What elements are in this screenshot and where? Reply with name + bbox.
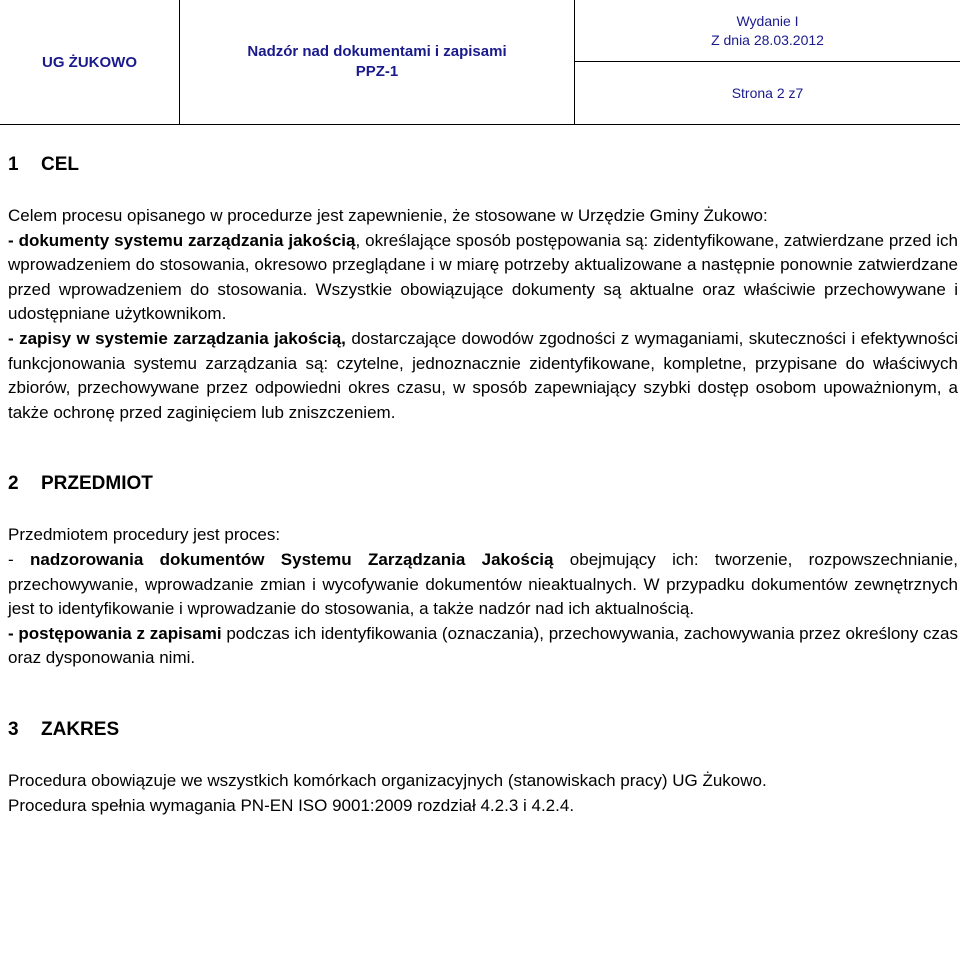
paragraph-zakres-1: Procedura obowiązuje we wszystkich komórkach organizacyjnych (stanowiskach pracy) UG Żukowo. (8, 770, 767, 790)
document-body (8, 150, 958, 818)
paragraph-zakres-2: Procedura spełnia wymagania PN-EN ISO 9001:2009 rozdział 4.2.3 i 4.2.4. (8, 795, 575, 815)
document-code: PPZ-1 (355, 63, 399, 80)
paragraph-cel-intro: Celem procesu opisanego w procedurze jest zapewnienie, że stosowane w Urzędzie Gminy Żukowo: (8, 206, 768, 225)
header-organization (0, 0, 180, 124)
section-title: PRZEDMIOT (41, 473, 153, 495)
header-title-block (180, 0, 575, 124)
section-number: 1 (8, 153, 19, 175)
header-divider (0, 124, 960, 125)
paragraph-przedmiot-item2 (8, 622, 958, 671)
item-text: podczas ich identyfikowania (oznaczania), przechowywania, zachowywania przez określony czas oraz dysponowania nimi. (8, 623, 958, 668)
org-name: UG ŻUKOWO (42, 53, 137, 71)
header-meta (575, 0, 960, 124)
paragraph-cel-item2 (8, 327, 958, 425)
section-heading-cel (8, 150, 958, 180)
item-bold: - postępowania z zapisami (8, 623, 222, 643)
document-header (0, 0, 960, 124)
paragraph-przedmiot-item1 (8, 548, 958, 622)
edition-block (575, 0, 960, 62)
document-title: Nadzór nad dokumentami i zapisami (247, 43, 507, 60)
section-heading-zakres (8, 715, 958, 745)
item-dash: - (8, 549, 30, 569)
item-bold: nadzorowania dokumentów Systemu Zarządzania Jakością (29, 549, 554, 569)
item-bold: - dokumenty systemu zarządzania jakością (8, 230, 356, 250)
section-title: CEL (41, 153, 79, 175)
edition-date: Z dnia 28.03.2012 (711, 31, 824, 48)
page-number-block (575, 62, 960, 124)
page-number: Strona 2 z7 (731, 85, 804, 101)
paragraph-cel-item1 (8, 229, 958, 327)
section-number: 3 (8, 718, 19, 740)
item-bold: - zapisy w systemie zarządzania jakością, (8, 328, 346, 348)
section-number: 2 (8, 473, 19, 495)
edition: Wydanie I (736, 12, 799, 29)
item-text: , określające sposób postępowania są: zidentyfikowane, zatwierdzane przed ich wprowadzeniem do stosowania, okresowo przeglądane i w miarę potrzeby aktualizowane a następnie ponownie zatwierdzane przed wprowadzeniem do stosowania. Wszystkie obowiązujące dokumenty są aktualne oraz właściwie przechowywane i udostępniane użytkownikom. (8, 230, 958, 324)
paragraph-przedmiot-intro: Przedmiotem procedury jest proces: (8, 525, 281, 545)
section-heading-przedmiot (8, 469, 958, 499)
item-text: dostarczające dowodów zgodności z wymaganiami, skuteczności i efektywności funkcjonowania systemu zarządzania są: czytelne, jednoznacznie zidentyfikowane, kompletne, przypisane do właściwych zbiorów, przechowywane przez odpowiedni okres czasu, w sposób zapewniający szybki dostęp osobom upoważnionym, a także ochronę przed zaginięciem lub zniszczeniem. (8, 328, 958, 422)
item-text: obejmujący ich: tworzenie, rozpowszechnianie, przechowywanie, wprowadzanie zmian i wycofywanie dokumentów nieaktualnych. W przypadku dokumentów zewnętrznych jest to identyfikowanie i wprowadzanie do stosowania, a także nadzór nad ich aktualnością. (8, 549, 958, 619)
section-title: ZAKRES (41, 718, 120, 740)
